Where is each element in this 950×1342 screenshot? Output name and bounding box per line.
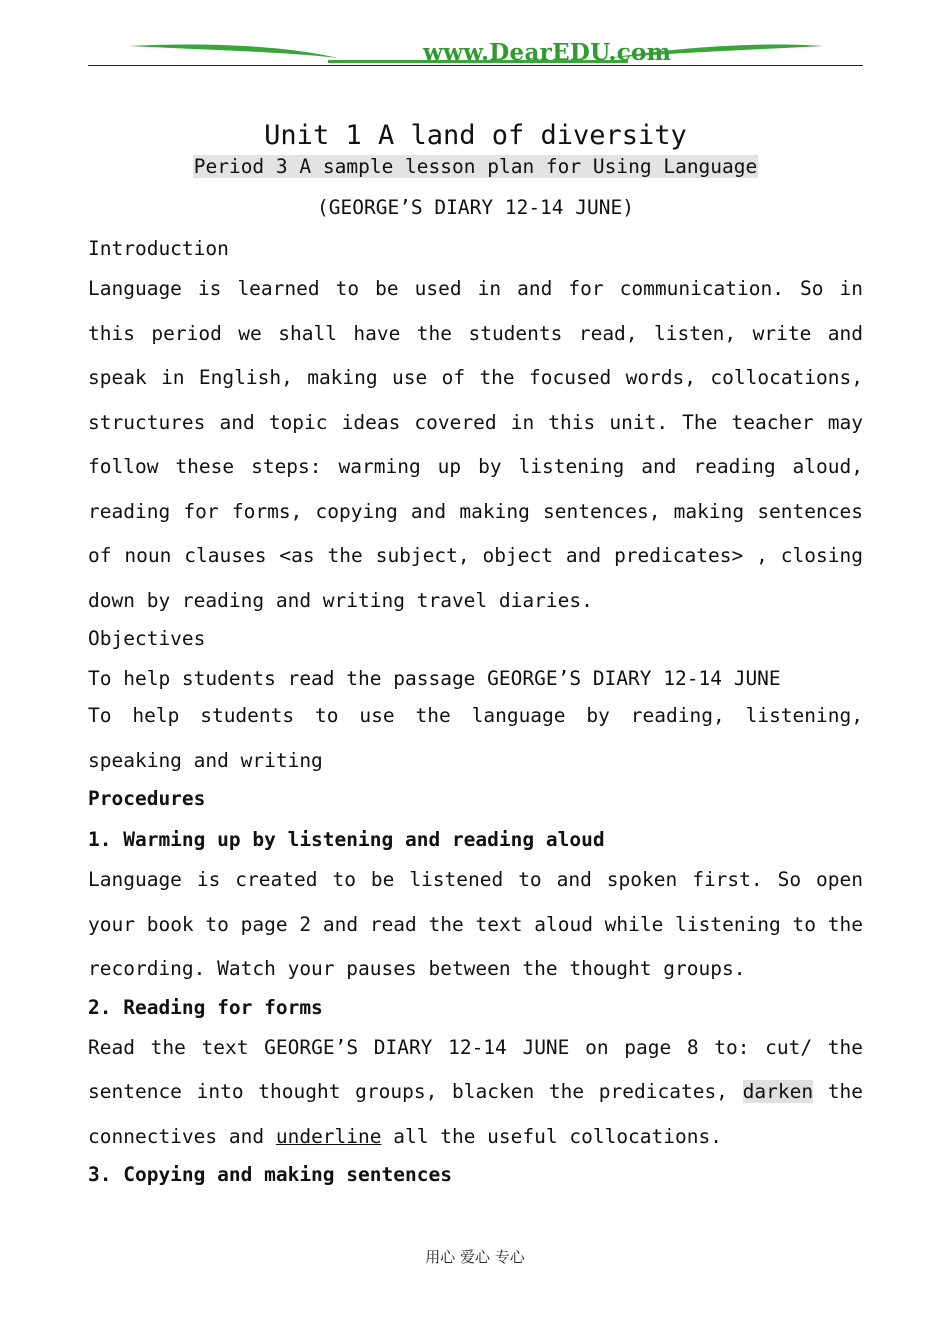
objective-item-1: To help students read the passage GEORGE’S DIARY 12-14 JUNE	[88, 667, 781, 690]
step2-text-c: all the useful collocations.	[381, 1124, 722, 1148]
step1-text: Language is created to be listened to and spoken first. So open your book to page 2 and read the text aloud while listening to the recording. Watch your pauses between the thought groups.	[88, 868, 863, 980]
page-title: Unit 1 A land of diversity	[264, 120, 687, 151]
procedures-heading: Procedures	[88, 787, 206, 810]
document-body	[88, 235, 863, 1202]
step1-heading: 1. Warming up by listening and reading aloud	[88, 828, 605, 851]
step2-text-b: the connectives and	[88, 1080, 863, 1148]
page-subtitle	[88, 154, 863, 180]
site-header-banner	[88, 36, 863, 68]
site-logo-text: www.DearEDU.com	[423, 39, 672, 66]
page-footer: 用心 爱心 专心	[425, 1248, 525, 1266]
objectives-heading: Objectives	[88, 627, 206, 650]
introduction-text: Language is learned to be used in and for communication. So in this period we shall have the students read, listen, write and speak in English, making use of the focused words, collocations, structures and topic ideas covered in this unit. The teacher may follow these steps: warming up by listening and reading aloud, reading for forms, copying and making sentences, making sentences of noun clauses <as the subject, object and predicates> , closing down by reading and writing travel diaries.	[88, 277, 863, 612]
step3-heading: 3. Copying and making sentences	[88, 1163, 452, 1186]
step2-text	[88, 1026, 863, 1160]
step2-heading: 2. Reading for forms	[88, 995, 323, 1019]
header-divider	[88, 65, 863, 66]
step2-underlined-word: underline	[275, 1124, 382, 1148]
objective-item-2: To help students to use the language by reading, listening, speaking and writing	[88, 704, 863, 772]
step2-text-a: Read the text GEORGE’S DIARY 12-14 JUNE on page 8 to: cut/ the sentence into thought groups, blacken the predicates,	[88, 1035, 863, 1103]
step2-highlighted-word: darken	[742, 1080, 814, 1103]
subtitle-text: Period 3 A sample lesson plan for Using Language	[193, 155, 758, 178]
introduction-heading: Introduction	[88, 237, 229, 260]
diary-title: (GEORGE’S DIARY 12-14 JUNE)	[317, 196, 634, 219]
